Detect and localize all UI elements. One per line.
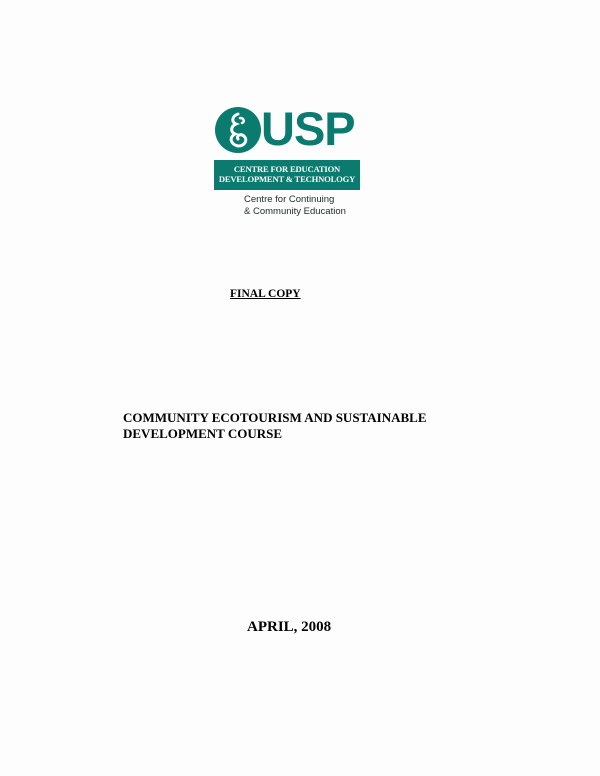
document-date: APRIL, 2008: [247, 619, 332, 635]
course-title: [123, 410, 427, 442]
logo-band: [214, 160, 360, 190]
usp-emblem-icon: [214, 106, 262, 154]
logo-wordmark: USP: [261, 102, 355, 155]
logo-band-line2: DEVELOPMENT & TECHNOLOGY: [218, 174, 356, 184]
logo-subtitle: [244, 194, 364, 218]
course-title-line1: COMMUNITY ECOTOURISM AND SUSTAINABLE: [123, 410, 427, 425]
course-title-line2: DEVELOPMENT COURSE: [123, 426, 283, 441]
document-status: FINAL COPY: [230, 288, 301, 300]
usp-logo: [214, 104, 364, 218]
logo-band-line1: CENTRE FOR EDUCATION: [233, 164, 341, 174]
logo-top: [214, 104, 364, 156]
logo-subtitle-line1: Centre for Continuing: [244, 194, 335, 205]
logo-subtitle-line2: & Community Education: [244, 206, 346, 217]
